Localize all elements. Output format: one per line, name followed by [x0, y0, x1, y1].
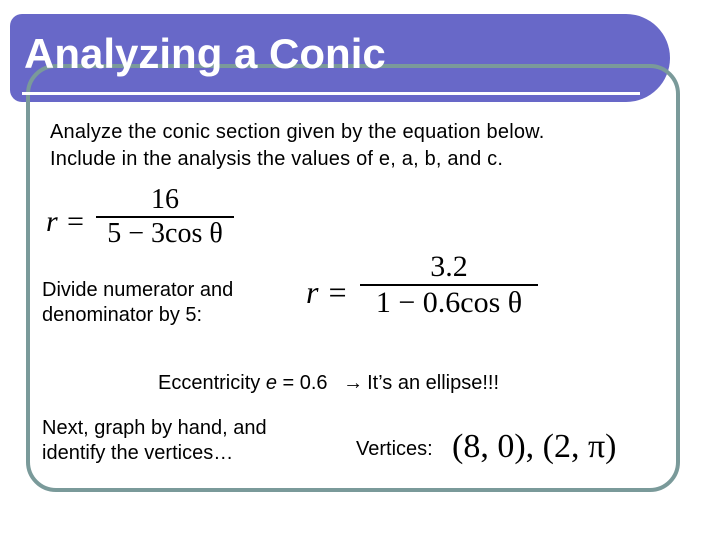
equation-original-numerator: 16 — [151, 184, 179, 215]
graph-step-line-1: Next, graph by hand, and — [42, 417, 267, 439]
eccentricity-result: It’s an ellipse!!! — [367, 372, 500, 394]
equation-divided-numerator: 3.2 — [430, 250, 468, 283]
eccentricity-variable: e — [265, 372, 277, 394]
vertices-label: Vertices: — [356, 438, 433, 460]
graph-step-line-2: identify the vertices… — [42, 442, 234, 464]
equation-original-lhs: r = — [46, 205, 86, 238]
divide-step-line-2: denominator by 5: — [42, 304, 203, 326]
equation-original-denominator: 5 − 3cos θ — [107, 218, 223, 249]
divide-step-text — [42, 278, 233, 328]
equation-divided-denominator: 1 − 0.6cos θ — [375, 286, 523, 319]
intro-line-1: Analyze the conic section given by the equation below. — [50, 121, 545, 143]
eccentricity-value: = 0.6 — [282, 372, 328, 394]
intro-line-2: Include in the analysis the values of e, a, b, and c. — [50, 148, 504, 170]
eccentricity-prefix: Eccentricity — [158, 372, 261, 394]
equation-divided-fraction — [360, 250, 538, 320]
slide-title: Analyzing a Conic — [24, 30, 386, 77]
vertices-expression: (8, 0), (2, π) — [452, 428, 617, 465]
title-underline — [22, 92, 640, 95]
intro-text — [50, 119, 544, 173]
divide-step-line-1: Divide numerator and — [42, 279, 234, 301]
right-arrow-icon: → — [343, 372, 364, 394]
graph-step-text — [42, 416, 267, 466]
equation-original-fraction — [96, 184, 234, 250]
equation-divided-lhs: r = — [306, 274, 349, 310]
eccentricity-statement — [158, 372, 499, 395]
